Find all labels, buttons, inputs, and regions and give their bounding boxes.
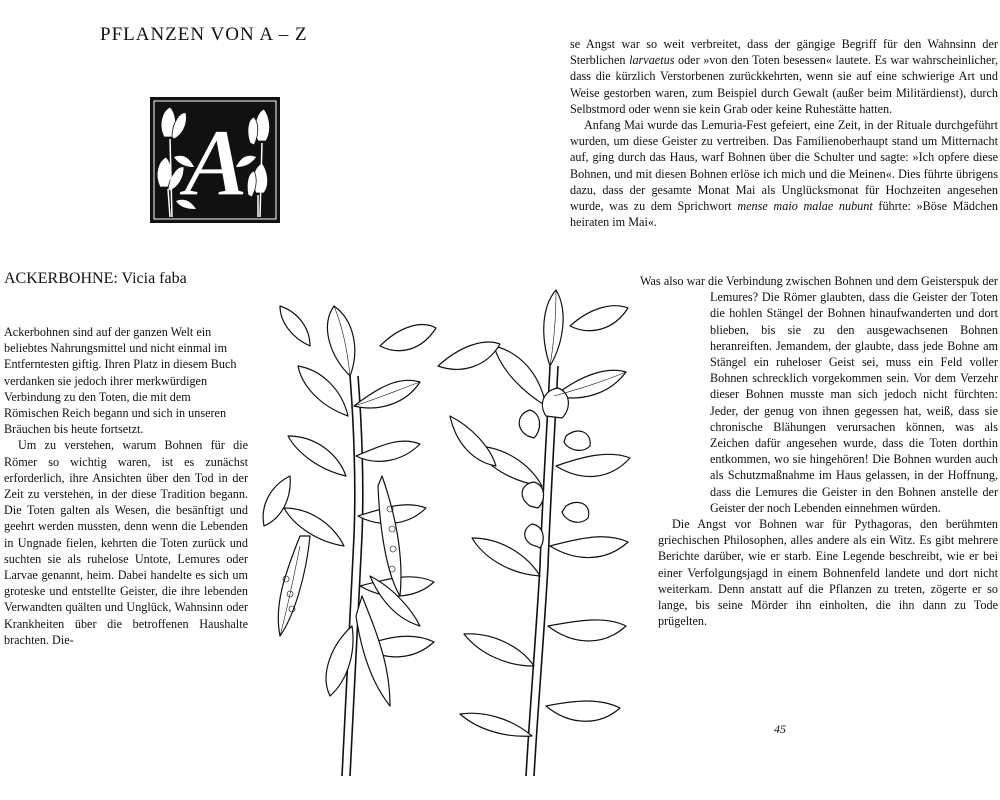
right-column-top xyxy=(570,36,998,230)
section-title: PFLANZEN VON A – Z xyxy=(100,24,308,45)
svg-text:A: A xyxy=(183,109,249,216)
fava-bean-plant-illustration xyxy=(250,286,670,776)
paragraph-bean-ghosts: Was also war die Verbindung zwischen Bohnen und dem Geisterspuk der Lemures? Die Römer glaubten, dass die Geister der Toten die hohlen Stängel der Bohnen hinaufwanderten und dort blieben, bis sie zu den ausgewachsenen Bohnen heranreiften. Jemandem, der glaubte, dass jede Bohne am Stängel ein ruheloser Geist sei, muss ein Feld voller Bohnen schrecklich vorgekommen sein. Vor dem Verzehr dieser Bohnen musste man sich jedoch nicht fürchten: Jeder, der genug von ihnen gegessen hat, weiß, dass sie chronische Blähungen verursachen können, was als Zeichen dafür angesehen wurde, dass die Toten dorthin entkommen, wo sie hingehören! Die Bohnen wurden auch als Schutzmaßnahme im Haus gelassen, in der Hoffnung, dass die Lemures die Geister in den Bohnen anstelle der Geister der noch Lebenden einnehmen würden. xyxy=(640,274,998,515)
paragraph-lemuria: Anfang Mai wurde das Lemuria-Fest gefeiert, eine Zeit, in der Rituale durchgeführt wurden, um diese Geister zu vertreiben. Das Familienoberhaupt stand um Mitternacht auf, ging durch das Haus, warf Bohnen über die Schulter und sagte: »Ich opfere diese Bohnen, und mit diesen Bohnen erlöse ich mich und die Meinen«. Dies führte übrigens dazu, dass der gesamte Monat Mai als Unglücksmonat für Hochzeiten angesehen wurde, was zu dem Sprichwort mense maio malae nubunt führte: »Böse Mädchen heiraten im Mai«. xyxy=(570,118,998,230)
paragraph-larvaetus: se Angst war so weit verbreitet, dass der gängige Begriff für den Wahnsinn der Sterblichen larvaetus oder »von den Toten besessen« lautete. Es war wahrscheinlicher, dass die kürzlich Verstorbenen zurückkehrten, wenn sie auf eine schwierige Art und Weise gestorben waren, zum Beispiel durch Gewalt (außer beim Militärdienst), durch Selbstmord oder wenn sie kein Grab oder keine Ruhestätte hatten. xyxy=(570,37,998,116)
entry-heading: ACKERBOHNE: Vicia faba xyxy=(4,270,187,287)
left-column xyxy=(4,324,248,648)
paragraph-pythagoras: Die Angst vor Bohnen war für Pythagoras, den berühmten griechischen Philosophen, alles andere als ein Witz. Es gibt mehrere Berichte darüber, wie er starb. Eine Legende beschreibt, wie er bei einer Verfolgungsjagd in einem Bohnenfeld landete und dort nicht weiterkam. Denn anstatt auf die Pflanzen zu treten, zögerte er so lange, bis seine Mörder ihn einholten, die ihn dann zu Tode prügelten. xyxy=(658,517,998,629)
page-number: 45 xyxy=(774,722,786,736)
decorated-initial-a xyxy=(150,97,280,223)
paragraph-intro: Ackerbohnen sind auf der ganzen Welt ein beliebtes Nahrungsmittel und nicht einmal im Entferntesten giftig. Ihren Platz in diesem Buch verdanken sie jedoch ihrer merkwürdigen Verbindung zu den Toten, die mit dem Römischen Reich begann und sich in unseren Bräuchen bis heute fortsetzt. xyxy=(4,325,237,437)
right-column-bottom xyxy=(640,273,998,629)
paragraph-romans: Um zu verstehen, warum Bohnen für die Römer so wichtig waren, ist es zunächst erforderlich, ihre Ansichten über den Tod in der Zeit zu verstehen, in der diese Tradition begann. Die Toten galten als Wesen, die besänftigt und geehrt werden mussten, denn wenn die Lebenden in Ungnade fielen, kehrten die Toten zurück und suchten sie als ruhelose Untote, Lemures oder Larvae genannt, heim. Dabei handelte es sich um groteske und entstellte Geister, die ihre lebenden Verwandten quälten und Unglück, Wahnsinn oder Krankheiten über die betroffenen Haushalte brachten. Die- xyxy=(4,438,248,647)
